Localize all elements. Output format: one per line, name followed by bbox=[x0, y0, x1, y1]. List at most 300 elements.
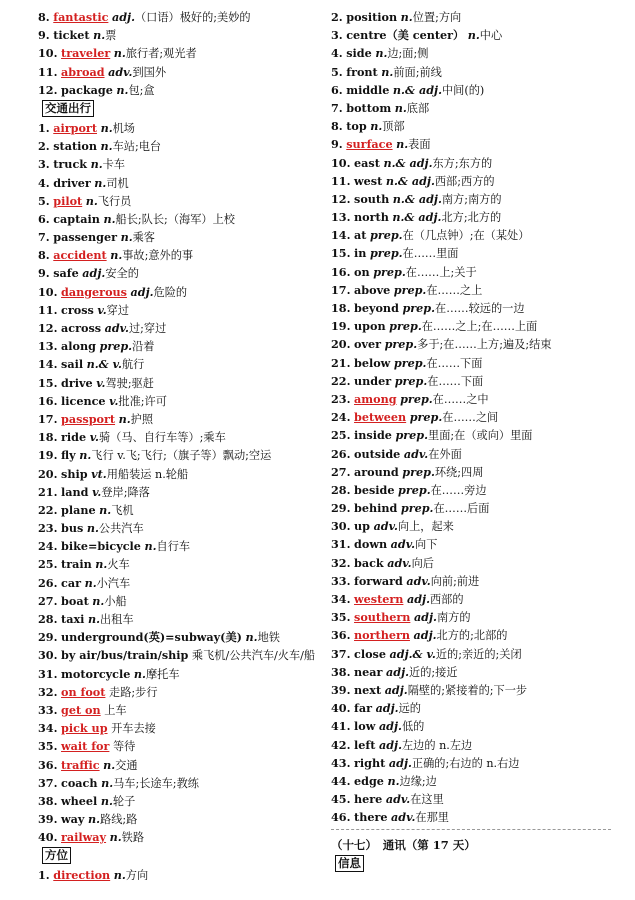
vocab-entry bbox=[331, 572, 611, 590]
entry-number: 25. bbox=[38, 557, 58, 572]
entry-definition: 在……之间 bbox=[442, 411, 499, 425]
entry-word: on bbox=[354, 264, 370, 279]
entry-definition: 卡车 bbox=[102, 158, 125, 172]
entry-word: right bbox=[354, 755, 386, 770]
entry-definition: 在外面 bbox=[428, 447, 462, 461]
entry-number: 3. bbox=[331, 28, 343, 43]
entry-word: forward bbox=[354, 573, 403, 588]
entry-word: below bbox=[354, 355, 391, 370]
highlighted-word: pick up bbox=[61, 721, 108, 736]
entry-definition: 左边的 n.左边 bbox=[401, 738, 473, 752]
entry-word: down bbox=[354, 537, 388, 552]
entry-definition: 过;穿过 bbox=[128, 322, 167, 335]
vocab-entry bbox=[331, 717, 611, 735]
part-of-speech: prep. bbox=[99, 339, 133, 354]
part-of-speech: n. bbox=[387, 773, 400, 788]
entry-definition: 在……之上;在……上面 bbox=[421, 320, 538, 334]
entry-number: 14. bbox=[331, 228, 351, 243]
entry-word: taxi bbox=[61, 612, 85, 626]
entry-number: 6. bbox=[331, 82, 343, 97]
part-of-speech: v. bbox=[92, 484, 102, 499]
vocab-entry bbox=[38, 81, 318, 99]
entry-number: 38. bbox=[38, 793, 58, 808]
entry-number: 18. bbox=[38, 430, 58, 445]
entry-number: 12. bbox=[38, 321, 58, 335]
highlighted-word: dangerous bbox=[61, 284, 127, 299]
part-of-speech: adv. bbox=[104, 321, 129, 335]
entry-word: fly bbox=[61, 448, 76, 463]
entry-definition: 在……上;关于 bbox=[405, 265, 477, 279]
entry-word: upon bbox=[354, 319, 386, 334]
part-of-speech: v. bbox=[109, 393, 119, 408]
highlighted-word: traffic bbox=[61, 757, 100, 772]
entry-word: beyond bbox=[354, 301, 399, 315]
entry-definition: 小船 bbox=[104, 594, 127, 608]
entry-word: package bbox=[61, 82, 113, 97]
part-of-speech: adj. bbox=[378, 719, 402, 734]
entry-definition: 表面 bbox=[408, 138, 431, 152]
entry-definition: 环绕;四周 bbox=[434, 465, 484, 479]
entry-number: 2. bbox=[38, 139, 50, 154]
part-of-speech: n. bbox=[100, 139, 113, 154]
entry-word: drive bbox=[61, 375, 93, 390]
vocab-entry bbox=[38, 428, 318, 446]
entry-number: 29. bbox=[38, 630, 58, 645]
part-of-speech: adv. bbox=[391, 810, 416, 825]
entry-word: ride bbox=[61, 430, 87, 445]
vocab-entry bbox=[331, 335, 611, 353]
part-of-speech: adv. bbox=[403, 446, 429, 461]
part-of-speech: n.& adj. bbox=[392, 82, 442, 97]
part-of-speech: adv. bbox=[390, 537, 415, 552]
vocab-entry bbox=[38, 283, 318, 301]
entry-definition: 在……较远的一边 bbox=[435, 302, 525, 315]
entry-definition: 在……下面 bbox=[426, 356, 483, 370]
vocab-entry bbox=[38, 137, 318, 155]
entry-word: at bbox=[354, 228, 367, 243]
entry-definition: 西部;西方的 bbox=[434, 174, 495, 188]
entry-number: 22. bbox=[38, 502, 58, 517]
entry-definition: 边;面;侧 bbox=[387, 47, 429, 61]
part-of-speech: n.& adj. bbox=[392, 191, 442, 206]
vocab-entry bbox=[38, 610, 318, 628]
vocab-entry bbox=[331, 26, 611, 44]
entry-number: 27. bbox=[38, 593, 58, 608]
part-of-speech: n. bbox=[118, 411, 131, 426]
entry-word: ship bbox=[61, 466, 88, 481]
part-of-speech: n. bbox=[94, 175, 107, 190]
vocab-entry bbox=[331, 390, 611, 408]
entry-definition: 批准;许可 bbox=[118, 394, 167, 408]
vocab-entry bbox=[331, 481, 611, 499]
entry-word: across bbox=[61, 321, 102, 335]
part-of-speech: adj. bbox=[406, 592, 430, 606]
entry-number: 38. bbox=[331, 664, 351, 679]
highlighted-word: direction bbox=[53, 868, 111, 883]
entry-word: safe bbox=[53, 266, 79, 281]
vocab-entry bbox=[331, 463, 611, 481]
entry-definition: 乘飞机/公共汽车/火车/船 bbox=[191, 649, 316, 663]
entry-number: 26. bbox=[38, 575, 58, 590]
entry-definition: 轮子 bbox=[112, 794, 136, 808]
vocab-entry bbox=[331, 117, 611, 135]
entry-word: left bbox=[354, 737, 376, 752]
part-of-speech: n. bbox=[85, 193, 98, 208]
entry-number: 18. bbox=[331, 301, 351, 315]
vocab-entry bbox=[331, 736, 611, 754]
vocab-entry bbox=[38, 555, 318, 573]
entry-definition: 里面;在（或向）里面 bbox=[428, 429, 533, 443]
vocab-entry bbox=[38, 792, 318, 810]
part-of-speech: adv. bbox=[373, 519, 398, 534]
part-of-speech: n. bbox=[400, 10, 413, 24]
entry-word: here bbox=[354, 792, 383, 807]
entry-definition: 中间(的) bbox=[441, 83, 485, 97]
entry-word: position bbox=[346, 10, 398, 24]
entry-word: front bbox=[346, 64, 378, 79]
entry-number: 35. bbox=[331, 610, 351, 625]
entry-word: close bbox=[354, 646, 386, 661]
vocab-entry bbox=[38, 701, 318, 719]
entry-definition: 船长;队长;（海军）上校 bbox=[115, 212, 235, 226]
highlighted-word: passport bbox=[61, 411, 116, 426]
entry-number: 22. bbox=[331, 373, 351, 388]
entry-word: in bbox=[354, 246, 367, 261]
entry-number: 8. bbox=[331, 119, 343, 134]
entry-number: 39. bbox=[331, 682, 351, 697]
part-of-speech: n.& adj. bbox=[383, 155, 433, 170]
part-of-speech: n. bbox=[144, 539, 157, 554]
part-of-speech: prep. bbox=[393, 282, 427, 297]
entry-definition: 车站;电台 bbox=[112, 140, 162, 154]
vocab-entry bbox=[331, 8, 611, 26]
vocab-entry bbox=[331, 408, 611, 426]
part-of-speech: prep. bbox=[398, 482, 431, 497]
vocab-entry bbox=[331, 426, 611, 444]
vocab-entry bbox=[38, 246, 318, 264]
vocab-entry bbox=[38, 446, 318, 464]
entry-word: bike=bicycle bbox=[61, 539, 141, 554]
entry-definition: （口语）极好的;美妙的 bbox=[134, 11, 251, 24]
vocab-entry bbox=[331, 372, 611, 390]
entry-definition: 出租车 bbox=[99, 613, 134, 626]
entry-definition: 上车 bbox=[104, 703, 127, 717]
entry-number: 16. bbox=[331, 264, 351, 279]
part-of-speech: n. bbox=[79, 448, 92, 463]
entry-definition: 公共汽车 bbox=[98, 522, 144, 536]
entry-number: 7. bbox=[38, 230, 50, 245]
vocab-entry bbox=[38, 465, 318, 483]
entry-definition: 司机 bbox=[106, 176, 129, 190]
vocab-entry bbox=[331, 154, 611, 172]
entry-word: north bbox=[354, 210, 389, 225]
section-row bbox=[38, 846, 318, 866]
entry-word: beside bbox=[354, 482, 395, 497]
entry-word: east bbox=[354, 155, 380, 170]
part-of-speech: prep. bbox=[400, 501, 434, 516]
part-of-speech: prep. bbox=[373, 264, 406, 279]
entry-definition: 穿过 bbox=[106, 303, 130, 317]
part-of-speech: prep. bbox=[402, 301, 436, 315]
section-row bbox=[38, 99, 318, 119]
entry-definition: 交通 bbox=[115, 758, 138, 772]
entry-word: back bbox=[354, 555, 384, 570]
entry-definition: 飞机 bbox=[111, 503, 134, 517]
entry-definition: 飞行员 bbox=[97, 194, 132, 208]
entry-number: 32. bbox=[331, 555, 351, 570]
vocab-entry bbox=[331, 499, 611, 517]
part-of-speech: n. bbox=[87, 812, 101, 827]
entry-definition: 远的 bbox=[398, 702, 421, 716]
part-of-speech: adj. bbox=[388, 755, 412, 770]
vocab-entry bbox=[38, 592, 318, 610]
entry-definition: 在……里面 bbox=[402, 247, 459, 261]
highlighted-word: airport bbox=[53, 120, 97, 135]
entry-definition: 包;盒 bbox=[128, 83, 155, 97]
vocab-entry bbox=[38, 756, 318, 774]
highlighted-word: fantastic bbox=[53, 10, 109, 24]
vocab-entry bbox=[331, 445, 611, 463]
vocab-entry bbox=[38, 210, 318, 228]
vocab-entry bbox=[331, 626, 611, 644]
entry-number: 17. bbox=[38, 411, 58, 426]
entry-number: 15. bbox=[38, 375, 58, 390]
entry-word: far bbox=[354, 701, 372, 716]
entry-word: wheel bbox=[61, 793, 98, 808]
entry-number: 45. bbox=[331, 792, 351, 807]
entry-number: 20. bbox=[331, 337, 351, 352]
entry-number: 8. bbox=[38, 10, 50, 24]
highlighted-word: abroad bbox=[61, 64, 105, 79]
vocab-entry bbox=[38, 410, 318, 428]
entry-word: side bbox=[346, 46, 372, 61]
vocab-entry bbox=[38, 537, 318, 555]
entry-number: 12. bbox=[331, 191, 351, 206]
part-of-speech: n. bbox=[100, 793, 113, 808]
entry-word: driver bbox=[53, 175, 91, 190]
part-of-speech: adv. bbox=[387, 555, 412, 570]
highlighted-word: pilot bbox=[53, 193, 83, 208]
vocab-entry bbox=[331, 645, 611, 663]
entry-word: motorcycle bbox=[61, 666, 131, 681]
entry-number: 33. bbox=[38, 702, 58, 717]
entry-definition: 走路;步行 bbox=[109, 685, 158, 699]
entry-definition: 护照 bbox=[130, 412, 154, 426]
vocab-entry bbox=[331, 244, 611, 262]
entry-definition: 自行车 bbox=[156, 540, 191, 554]
highlighted-word: northern bbox=[354, 628, 410, 643]
entry-definition: 危险的 bbox=[153, 285, 188, 299]
part-of-speech: n. bbox=[245, 630, 258, 645]
entry-word: station bbox=[53, 139, 97, 154]
part-of-speech: prep. bbox=[370, 228, 403, 243]
entry-definition: 航行 bbox=[121, 358, 145, 372]
part-of-speech: prep. bbox=[384, 337, 418, 352]
entry-number: 10. bbox=[38, 46, 58, 61]
part-of-speech: n. bbox=[113, 46, 126, 61]
entry-definition: 低的 bbox=[401, 720, 425, 734]
entry-definition: 摩托车 bbox=[145, 667, 180, 681]
part-of-speech: prep. bbox=[395, 428, 429, 443]
highlighted-word: among bbox=[354, 391, 397, 406]
highlighted-word: surface bbox=[346, 137, 393, 152]
entry-number: 13. bbox=[38, 339, 58, 354]
entry-number: 37. bbox=[331, 646, 351, 661]
vocab-entry bbox=[38, 228, 318, 246]
highlighted-word: western bbox=[354, 592, 404, 606]
entry-definition: 在……之中 bbox=[432, 392, 489, 406]
vocab-entry bbox=[38, 483, 318, 501]
entry-definition: 西部的 bbox=[429, 593, 464, 606]
entry-word: underground(英)=subway(美) bbox=[61, 630, 242, 645]
entry-definition: 等待 bbox=[112, 740, 136, 754]
vocab-entry bbox=[331, 281, 611, 299]
vocab-entry bbox=[331, 81, 611, 99]
highlighted-word: railway bbox=[61, 830, 107, 845]
entry-word: sail bbox=[61, 357, 84, 372]
entry-definition: 用船装运 n.轮船 bbox=[106, 467, 189, 481]
entry-definition: 火车 bbox=[107, 558, 130, 572]
entry-word: centre（美 center） bbox=[346, 28, 465, 43]
part-of-speech: adj. bbox=[375, 701, 399, 716]
entry-number: 11. bbox=[38, 64, 58, 79]
entry-number: 31. bbox=[331, 537, 351, 552]
part-of-speech: prep. bbox=[402, 464, 435, 479]
part-of-speech: adj. bbox=[413, 610, 437, 625]
vocab-entry bbox=[38, 192, 318, 210]
vocab-entry bbox=[331, 208, 611, 226]
entry-number: 36. bbox=[331, 628, 351, 643]
vocab-entry bbox=[38, 44, 318, 62]
entry-number: 36. bbox=[38, 757, 58, 772]
entry-word: licence bbox=[61, 393, 106, 408]
part-of-speech: n. bbox=[100, 120, 113, 135]
part-of-speech: n. bbox=[381, 64, 394, 79]
entry-number: 6. bbox=[38, 211, 50, 226]
part-of-speech: n. bbox=[90, 157, 103, 172]
part-of-speech: prep. bbox=[389, 319, 422, 334]
entry-definition: 近的;接近 bbox=[409, 665, 458, 679]
vocab-entry bbox=[38, 866, 318, 884]
entry-number: 27. bbox=[331, 464, 351, 479]
highlighted-word: on foot bbox=[61, 684, 106, 699]
entry-definition: 登岸;降落 bbox=[101, 485, 150, 499]
part-of-speech: prep. bbox=[394, 373, 428, 388]
entry-definition: 位置;方向 bbox=[412, 11, 462, 24]
entry-word: middle bbox=[346, 82, 390, 97]
part-of-speech: n. bbox=[92, 593, 105, 608]
entry-definition: 马车;长途车;教练 bbox=[113, 776, 199, 790]
vocab-entry bbox=[38, 26, 318, 44]
entry-number: 10. bbox=[331, 155, 351, 170]
vocab-entry bbox=[38, 774, 318, 792]
vocab-entry bbox=[38, 628, 318, 646]
entry-number: 13. bbox=[331, 210, 351, 225]
entry-number: 19. bbox=[331, 319, 351, 334]
entry-word: west bbox=[354, 173, 383, 188]
entry-number: 43. bbox=[331, 755, 351, 770]
vocab-entry bbox=[38, 174, 318, 192]
entry-number: 29. bbox=[331, 501, 351, 516]
vocab-entry bbox=[331, 44, 611, 62]
entry-number: 24. bbox=[331, 410, 351, 425]
entry-definition: 安全的 bbox=[105, 267, 139, 281]
entry-word: bus bbox=[61, 521, 84, 536]
part-of-speech: adj. bbox=[111, 10, 135, 24]
part-of-speech: prep. bbox=[400, 391, 433, 406]
entry-definition: 机场 bbox=[112, 121, 135, 135]
entry-definition: 向后 bbox=[411, 556, 434, 570]
vocab-entry bbox=[38, 63, 318, 81]
vocab-entry bbox=[331, 299, 611, 317]
entry-definition: 在那里 bbox=[415, 811, 449, 825]
part-of-speech: adv. bbox=[385, 792, 411, 807]
entry-word: there bbox=[354, 810, 388, 825]
entry-word: by air/bus/train/ship bbox=[61, 648, 189, 663]
entry-number: 33. bbox=[331, 573, 351, 588]
vocab-entry bbox=[331, 190, 611, 208]
entry-number: 9. bbox=[38, 266, 50, 281]
entry-definition: 向前;前进 bbox=[430, 574, 480, 588]
vocab-entry bbox=[331, 808, 611, 826]
entry-number: 39. bbox=[38, 812, 58, 827]
entry-definition: 正确的;右边的 n.右边 bbox=[411, 756, 520, 770]
part-of-speech: n. bbox=[394, 100, 407, 115]
section-heading: 交通出行 bbox=[42, 100, 94, 117]
vocab-entry bbox=[38, 519, 318, 537]
entry-number: 40. bbox=[331, 701, 351, 716]
entry-definition: 乘客 bbox=[132, 231, 155, 245]
entry-number: 12. bbox=[38, 82, 58, 97]
part-of-speech: n. bbox=[467, 28, 480, 43]
entry-definition: 边缘;边 bbox=[399, 774, 437, 788]
entry-word: around bbox=[354, 464, 399, 479]
entry-number: 20. bbox=[38, 466, 58, 481]
vocab-entry bbox=[331, 754, 611, 772]
vocab-entry bbox=[38, 374, 318, 392]
entry-definition: 票 bbox=[105, 29, 117, 43]
part-of-speech: n. bbox=[103, 757, 116, 772]
entry-definition: 在……旁边 bbox=[430, 483, 487, 497]
section-row bbox=[331, 854, 611, 874]
entry-number: 3. bbox=[38, 157, 50, 172]
highlighted-word: accident bbox=[53, 248, 107, 263]
entry-word: inside bbox=[354, 428, 392, 443]
entry-number: 11. bbox=[38, 302, 58, 317]
vocab-entry bbox=[331, 354, 611, 372]
entry-word: bottom bbox=[346, 100, 392, 115]
part-of-speech: n. bbox=[370, 119, 383, 134]
entry-definition: 小汽车 bbox=[96, 576, 131, 590]
entry-number: 30. bbox=[331, 519, 351, 534]
entry-number: 28. bbox=[38, 612, 58, 626]
part-of-speech: prep. bbox=[369, 246, 403, 261]
vocab-entry bbox=[331, 226, 611, 244]
vocab-entry bbox=[331, 535, 611, 553]
part-of-speech: prep. bbox=[393, 355, 427, 370]
entry-word: truck bbox=[53, 157, 88, 172]
vocab-entry bbox=[331, 663, 611, 681]
entry-word: under bbox=[354, 373, 392, 388]
entry-word: near bbox=[354, 664, 383, 679]
entry-word: car bbox=[61, 575, 81, 590]
vocab-entry bbox=[38, 119, 318, 137]
vocab-entry bbox=[38, 719, 318, 737]
part-of-speech: n. bbox=[133, 666, 146, 681]
vocab-entry bbox=[38, 319, 318, 337]
part-of-speech: n. bbox=[87, 612, 100, 626]
entry-word: edge bbox=[354, 773, 384, 788]
